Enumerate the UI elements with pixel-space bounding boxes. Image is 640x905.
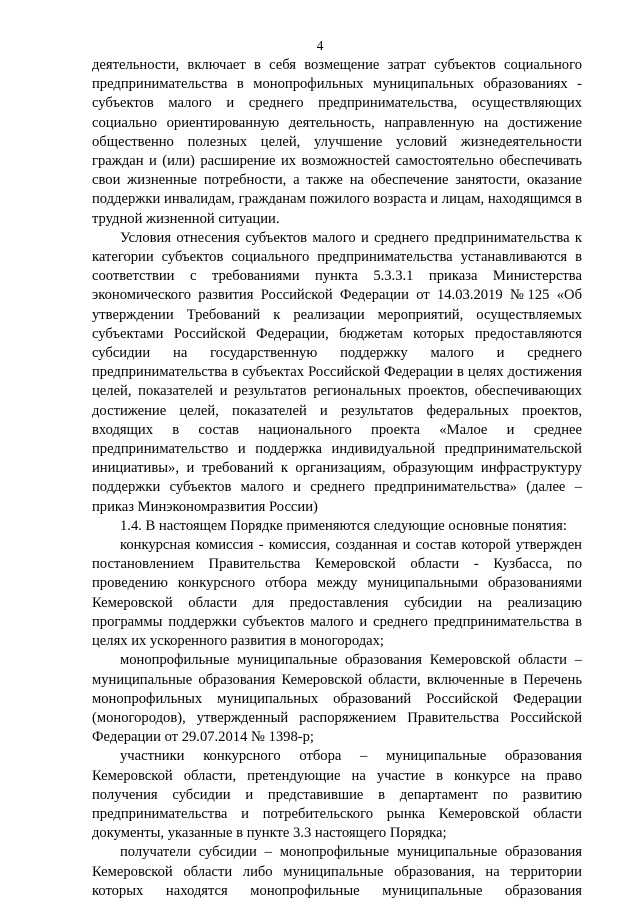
paragraph-monoprofile-municipalities: монопрофильные муниципальные образования Кемеровской области – муниципальные образования Кемеровской области, включенные в Перечень монопрофильных муниципальных образований Российской Федерации (моногородов), утвержденный распоряжением Правительства Российской Федерации от 29.07.2014 № 1398-р; <box>92 652 582 746</box>
paragraph-social-entrepreneurship-definition: деятельности, включает в себя возмещение затрат субъектов социального предпринимательства в монопрофильных муниципальных образованиях - субъектов малого и среднего предпринимательства, осуществляющих социально ориентированную деятельность, направленную на достижение общественно полезных целей, улучшение условий жизнедеятельности граждан и (или) расширение их возможностей самостоятельно обеспечивать свои жизненные потребности, а также на обеспечение занятости, оказание поддержки инвалидам, гражданам пожилого возраста и лицам, находящимся в трудной жизненной ситуации. <box>92 57 582 227</box>
paragraph-competition-commission: конкурсная комиссия - комиссия, созданная и состав которой утвержден постановлением Правительства Кемеровской области - Кузбасса, по проведению конкурсного отбора между муниципальными образованиями Кемеровской области для предоставления субсидии на реализацию программы поддержки субъектов малого и среднего предпринимательства в целях их ускоренного развития в моногородах; <box>92 537 582 650</box>
paragraph-section-1-4: 1.4. В настоящем Порядке применяются следующие основные понятия: <box>120 517 567 534</box>
paragraph-selection-participants: участники конкурсного отбора – муниципальные образования Кемеровской области, претендующие на участие в конкурсе на право получения субсидии и представившие в департамент по развитию предпринимательства и потребительского рынка Кемеровской области документы, указанные в пункте 3.3 настоящего Порядка; <box>92 748 582 842</box>
page-number: 4 <box>316 38 324 53</box>
paragraph-subsidy-recipients: получатели субсидии – монопрофильные муниципальные образования Кемеровской области либо муниципальные образования, на территории которых находятся монопрофильные муниципальные образования <box>92 844 582 899</box>
document-body <box>92 56 582 901</box>
paragraph-classification-conditions: Условия отнесения субъектов малого и среднего предпринимательства к категории субъектов социального предпринимательства устанавливаются в соответствии с требованиями пункта 5.3.3.1 приказа Министерства экономического развития Российской Федерации от 14.03.2019 №125 «Об утверждении Требований к реализации мероприятий, осуществляемых субъектами Российской Федерации, бюджетам которых предоставляются субсидии на государственную поддержку малого и среднего предпринимательства в субъектах Российской Федерации в целях достижения целей, показателей и результатов региональных проектов, обеспечивающих достижение целей, показателей и результатов федеральных проектов, входящих в состав национального проекта «Малое и среднее предпринимательство и поддержка индивидуальной предпринимательской инициативы», и требований к организациям, образующим инфраструктуру поддержки субъектов малого и среднего предпринимательства» (далее – приказ Минэкономразвития России) <box>92 229 582 515</box>
